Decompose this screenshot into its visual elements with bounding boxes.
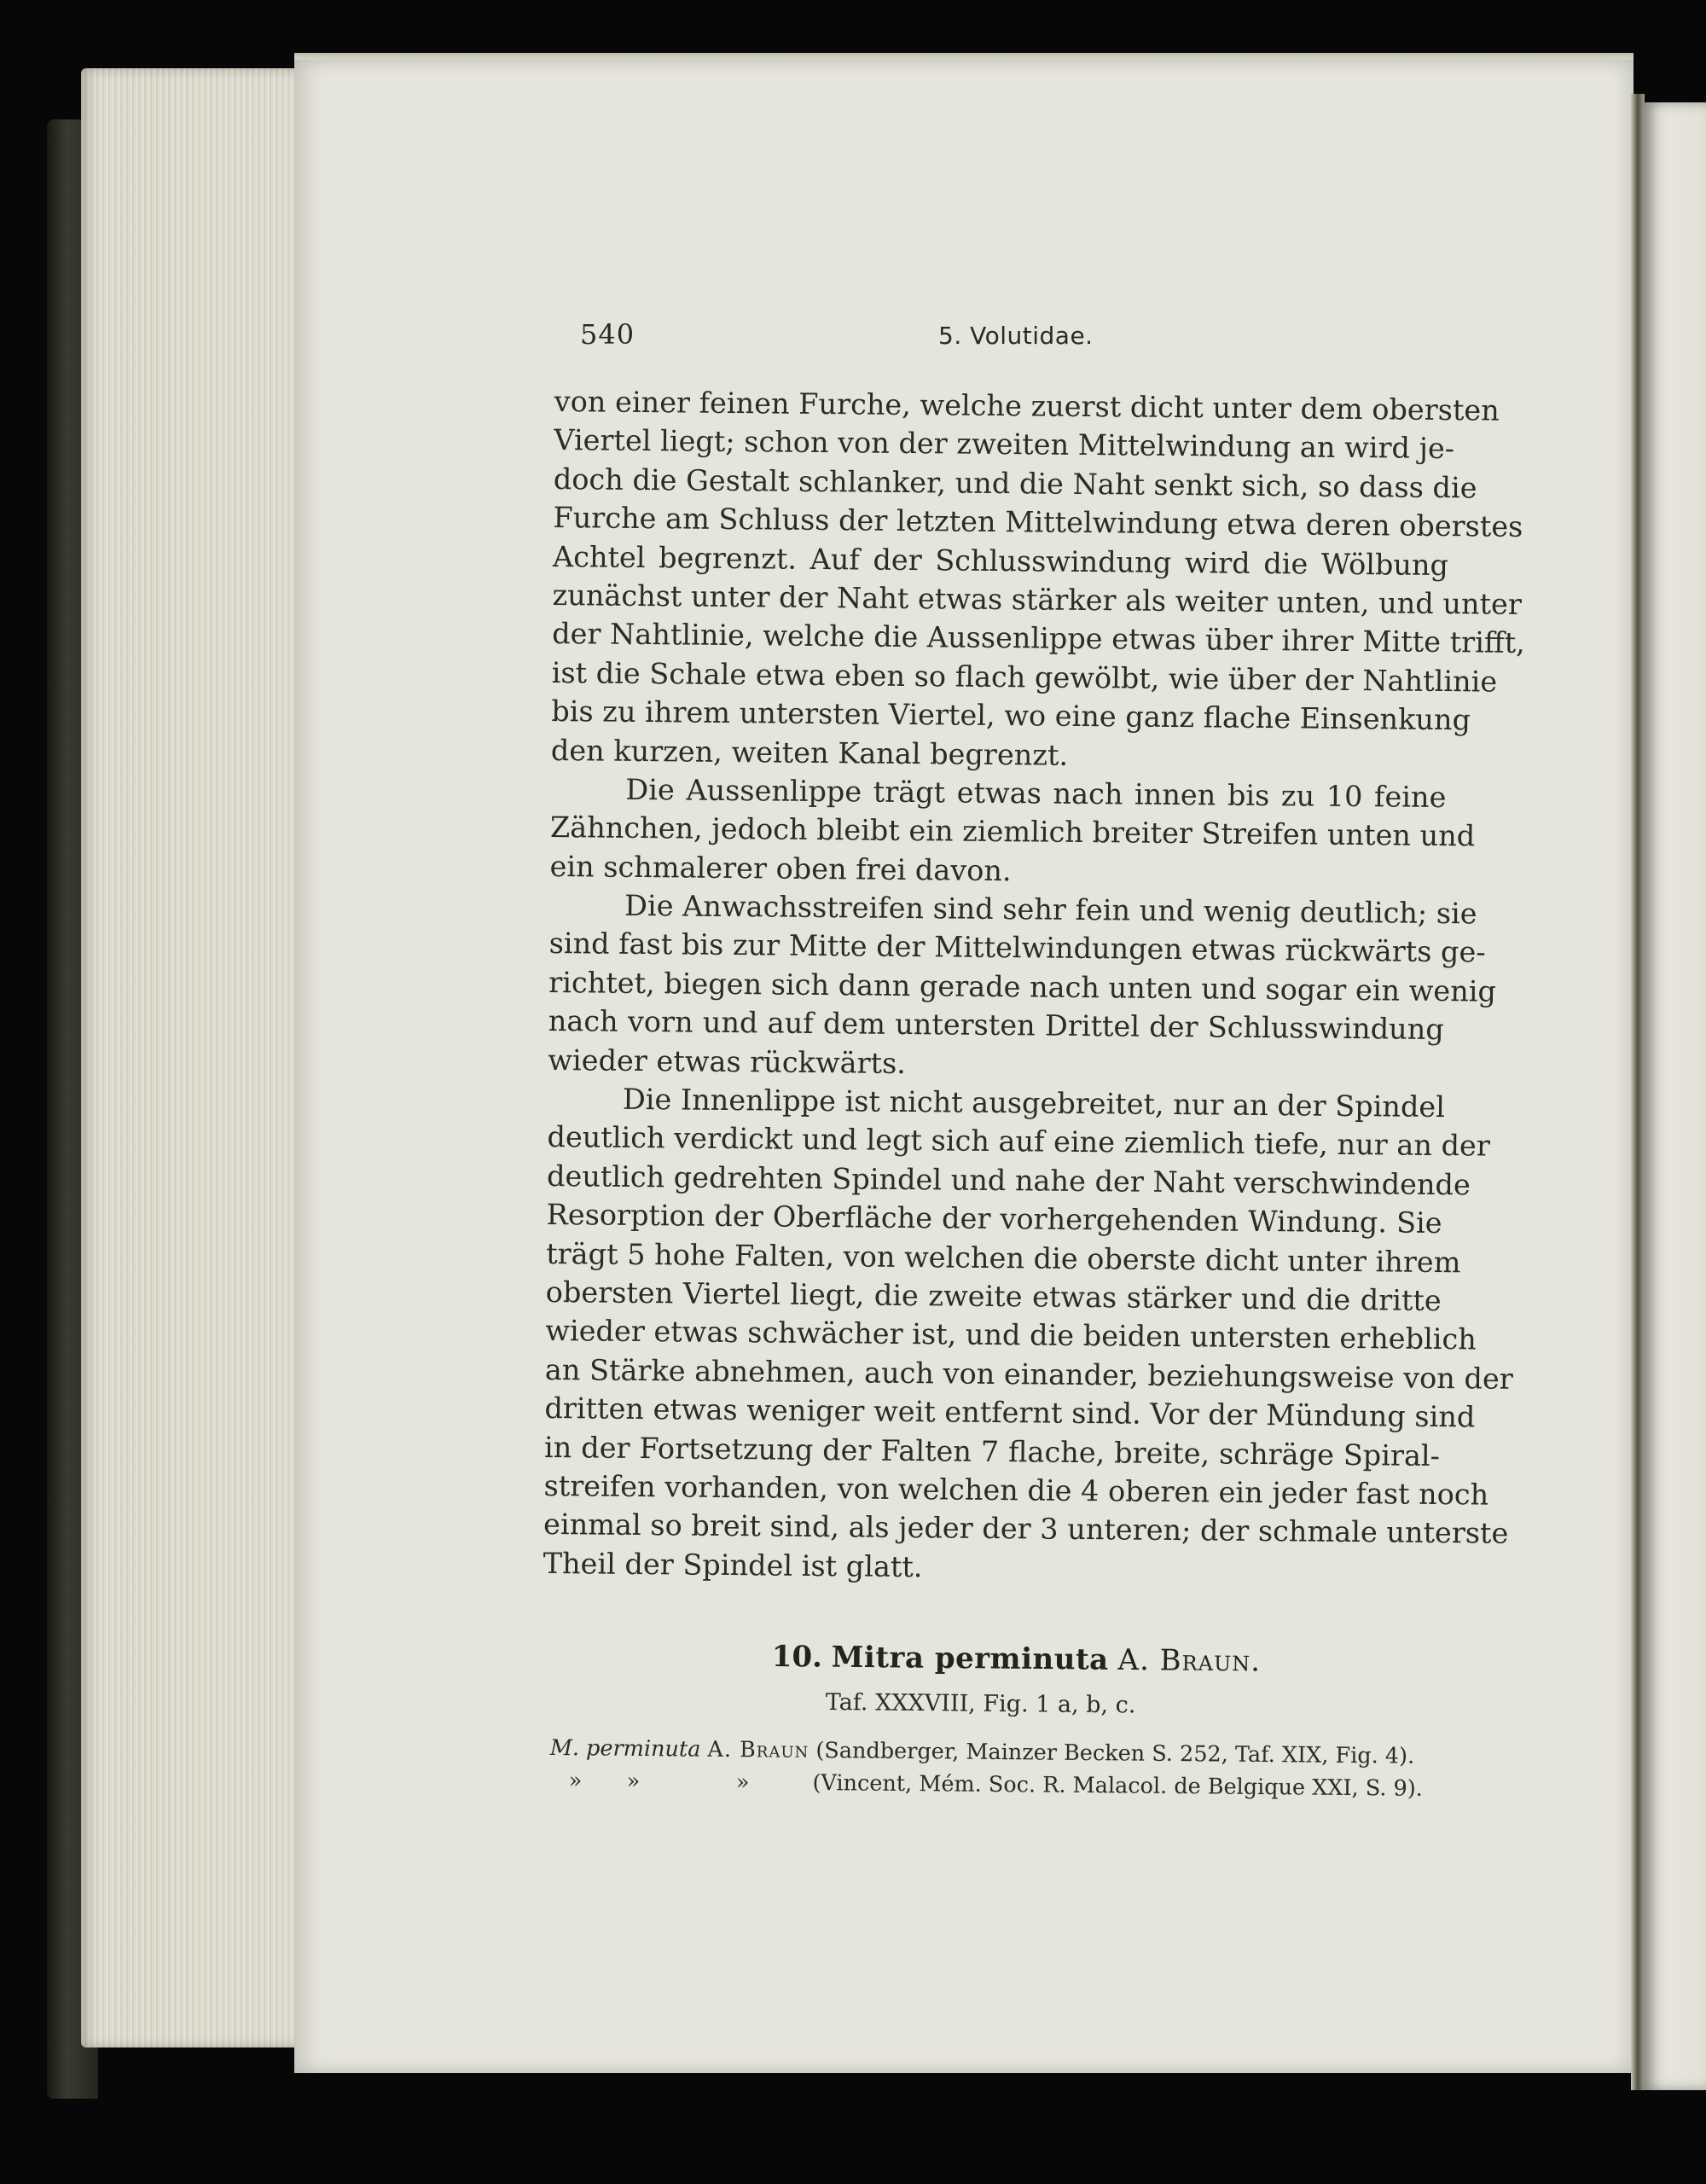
species-number: 10. — [771, 1640, 823, 1675]
text-line: einmal so breit sind, als jeder der 3 unteren; der schmale unterste — [543, 1507, 1509, 1551]
species-name: Mitra perminuta — [831, 1640, 1109, 1677]
text-line: Resorption der Oberfläche der vorhergehenden Windung. Sie — [546, 1198, 1442, 1240]
text-line: doch die Gestalt schlanker, und die Naht senkt sich, so dass die — [553, 462, 1477, 505]
synonym-reference: (Vincent, Mém. Soc. R. Malacol. de Belgique XXI, S. 9). — [812, 1769, 1423, 1802]
text-line: wieder etwas rückwärts. — [548, 1043, 907, 1080]
running-head — [580, 318, 1442, 352]
text-line: Viertel liegt; schon von der zweiten Mittelwindung an wird je- — [554, 423, 1455, 466]
ditto-mark: » — [568, 1768, 583, 1794]
text-line: Achtel begrenzt. Auf der Schlusswindung wird die Wölbung — [552, 539, 1449, 582]
synonym-reference: (Sandberger, Mainzer Becken S. 252, Taf. XIX, Fig. 4). — [815, 1737, 1415, 1769]
text-line: den kurzen, weiten Kanal begrenzt. — [550, 733, 1069, 772]
text-line: obersten Viertel liegt, die zweite etwas stärker und die dritte — [545, 1275, 1442, 1318]
synonymy-list — [549, 1732, 1429, 1805]
section-title: 5. Volutidae. — [938, 322, 1094, 350]
text-line: deutlich verdickt und legt sich auf eine ziemlich tiefe, nur an der — [547, 1120, 1491, 1163]
text-line: richtet, biegen sich dann gerade nach unten und sogar ein wenig — [548, 965, 1497, 1008]
synonym-name: M. perminuta — [549, 1734, 701, 1763]
text-line: Theil der Spindel ist glatt. — [543, 1546, 923, 1583]
paragraph-first-line: Die Aussenlippe trägt etwas nach innen bis zu 10 feine — [625, 772, 1447, 814]
text-line: dritten etwas weniger weit entfernt sind. Vor der Mündung sind — [544, 1391, 1476, 1434]
text-line: der Nahtlinie, welche die Aussenlippe etwas über ihrer Mitte trifft, — [551, 617, 1525, 660]
paragraph-first-line: Die Anwachsstreifen sind sehr fein und wenig deutlich; sie — [624, 888, 1477, 931]
text-line: in der Fortsetzung der Falten 7 flache, breite, schräge Spiral- — [543, 1430, 1441, 1472]
species-heading — [772, 1640, 1262, 1679]
paragraph-first-line: Die Innenlippe ist nicht ausgebreitet, nur an der Spindel — [622, 1082, 1446, 1124]
text-line: an Stärke abnehmen, auch von einander, beziehungsweise von der — [544, 1352, 1513, 1396]
text-line: sind fast bis zur Mitte der Mittelwindungen etwas rückwärts ge- — [548, 926, 1486, 969]
text-line: nach vorn und auf dem untersten Drittel der Schlusswindung — [548, 1004, 1444, 1047]
text-line: von einer feinen Furche, welche zuerst dicht unter dem obersten — [554, 384, 1500, 427]
facing-page-edge — [1642, 102, 1706, 2090]
text-line: Furche am Schluss der letzten Mittelwindung etwa deren oberstes — [553, 501, 1523, 544]
text-line: trägt 5 hohe Falten, von welchen die oberste dicht unter ihrem — [546, 1236, 1461, 1279]
text-line: ist die Schale etwa eben so flach gewölbt, wie über der Nahtlinie — [551, 655, 1498, 699]
text-line: zunächst unter der Naht etwas stärker als weiter unten, und unter — [552, 578, 1523, 621]
species-author: A. Braun. — [1117, 1642, 1262, 1679]
text-line: wieder etwas schwächer ist, und die beiden untersten erheblich — [545, 1314, 1477, 1356]
text-line: Zähnchen, jedoch bleibt ein ziemlich breiter Streifen unten und — [549, 810, 1476, 853]
text-line: bis zu ihrem untersten Viertel, wo eine ganz flache Einsenkung — [551, 694, 1471, 737]
synonym-author: A. Braun — [707, 1736, 809, 1763]
ditto-marks — [549, 1764, 805, 1799]
ditto-mark: » — [735, 1769, 750, 1796]
page-stack-edge — [81, 68, 303, 2048]
text-line: deutlich gedrehten Spindel und nahe der Naht verschwindende — [546, 1159, 1471, 1202]
text-line: ein schmalerer oben frei davon. — [549, 849, 1012, 887]
plate-reference: Taf. XXXVIII, Fig. 1 a, b, c. — [825, 1689, 1136, 1719]
page-number: 540 — [580, 318, 635, 351]
ditto-mark: » — [626, 1768, 641, 1795]
body-text — [543, 382, 1525, 1591]
text-line: streifen vorhanden, von welchen die 4 oberen ein jeder fast noch — [543, 1468, 1489, 1512]
